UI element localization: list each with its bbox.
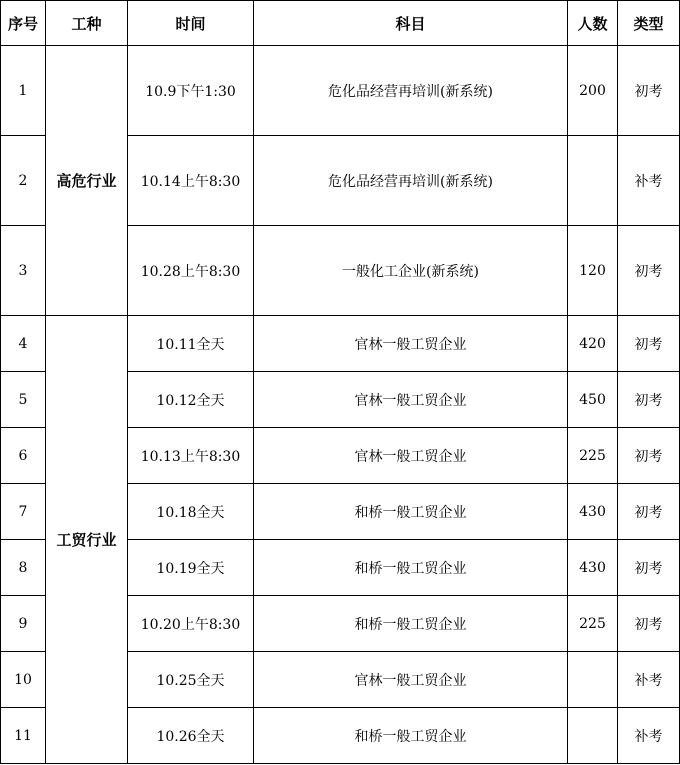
cell-time: 10.28上午8:30 bbox=[128, 226, 254, 316]
cell-subject: 官林一般工贸企业 bbox=[254, 652, 568, 708]
cell-subject: 危化品经营再培训(新系统) bbox=[254, 46, 568, 136]
cell-no: 2 bbox=[1, 136, 46, 226]
cell-count bbox=[568, 136, 618, 226]
cell-type: 初考 bbox=[618, 316, 680, 372]
cell-time: 10.14上午8:30 bbox=[128, 136, 254, 226]
cell-count: 120 bbox=[568, 226, 618, 316]
cell-no: 10 bbox=[1, 652, 46, 708]
cell-no: 5 bbox=[1, 372, 46, 428]
cell-subject: 和桥一般工贸企业 bbox=[254, 484, 568, 540]
cell-subject: 官林一般工贸企业 bbox=[254, 316, 568, 372]
header-subject: 科目 bbox=[254, 1, 568, 46]
cell-type: 补考 bbox=[618, 652, 680, 708]
cell-count: 200 bbox=[568, 46, 618, 136]
cell-count: 430 bbox=[568, 484, 618, 540]
cell-time: 10.9下午1:30 bbox=[128, 46, 254, 136]
cell-type: 初考 bbox=[618, 596, 680, 652]
header-count: 人数 bbox=[568, 1, 618, 46]
cell-subject: 和桥一般工贸企业 bbox=[254, 596, 568, 652]
cell-subject: 官林一般工贸企业 bbox=[254, 372, 568, 428]
cell-time: 10.20上午8:30 bbox=[128, 596, 254, 652]
category-high-risk: 高危行业 bbox=[46, 46, 128, 316]
table-row bbox=[1, 46, 680, 136]
cell-time: 10.12全天 bbox=[128, 372, 254, 428]
category-industry-trade: 工贸行业 bbox=[46, 316, 128, 764]
cell-no: 11 bbox=[1, 708, 46, 764]
cell-type: 初考 bbox=[618, 226, 680, 316]
cell-count: 225 bbox=[568, 596, 618, 652]
cell-type: 初考 bbox=[618, 46, 680, 136]
cell-time: 10.18全天 bbox=[128, 484, 254, 540]
cell-type: 初考 bbox=[618, 540, 680, 596]
cell-no: 1 bbox=[1, 46, 46, 136]
header-row bbox=[1, 1, 680, 46]
header-type: 类型 bbox=[618, 1, 680, 46]
cell-type: 补考 bbox=[618, 708, 680, 764]
cell-no: 7 bbox=[1, 484, 46, 540]
cell-count bbox=[568, 708, 618, 764]
header-trade: 工种 bbox=[46, 1, 128, 46]
cell-time: 10.26全天 bbox=[128, 708, 254, 764]
header-no: 序号 bbox=[1, 1, 46, 46]
cell-no: 4 bbox=[1, 316, 46, 372]
cell-no: 8 bbox=[1, 540, 46, 596]
cell-no: 9 bbox=[1, 596, 46, 652]
cell-time: 10.19全天 bbox=[128, 540, 254, 596]
header-time: 时间 bbox=[128, 1, 254, 46]
cell-subject: 危化品经营再培训(新系统) bbox=[254, 136, 568, 226]
cell-count: 450 bbox=[568, 372, 618, 428]
cell-subject: 和桥一般工贸企业 bbox=[254, 540, 568, 596]
cell-count: 225 bbox=[568, 428, 618, 484]
cell-type: 初考 bbox=[618, 484, 680, 540]
table-row bbox=[1, 316, 680, 372]
cell-count: 420 bbox=[568, 316, 618, 372]
cell-subject: 一般化工企业(新系统) bbox=[254, 226, 568, 316]
cell-no: 3 bbox=[1, 226, 46, 316]
cell-subject: 官林一般工贸企业 bbox=[254, 428, 568, 484]
cell-type: 初考 bbox=[618, 372, 680, 428]
cell-count: 430 bbox=[568, 540, 618, 596]
cell-type: 补考 bbox=[618, 136, 680, 226]
cell-count bbox=[568, 652, 618, 708]
cell-time: 10.13上午8:30 bbox=[128, 428, 254, 484]
cell-subject: 和桥一般工贸企业 bbox=[254, 708, 568, 764]
cell-time: 10.11全天 bbox=[128, 316, 254, 372]
cell-type: 初考 bbox=[618, 428, 680, 484]
cell-no: 6 bbox=[1, 428, 46, 484]
cell-time: 10.25全天 bbox=[128, 652, 254, 708]
